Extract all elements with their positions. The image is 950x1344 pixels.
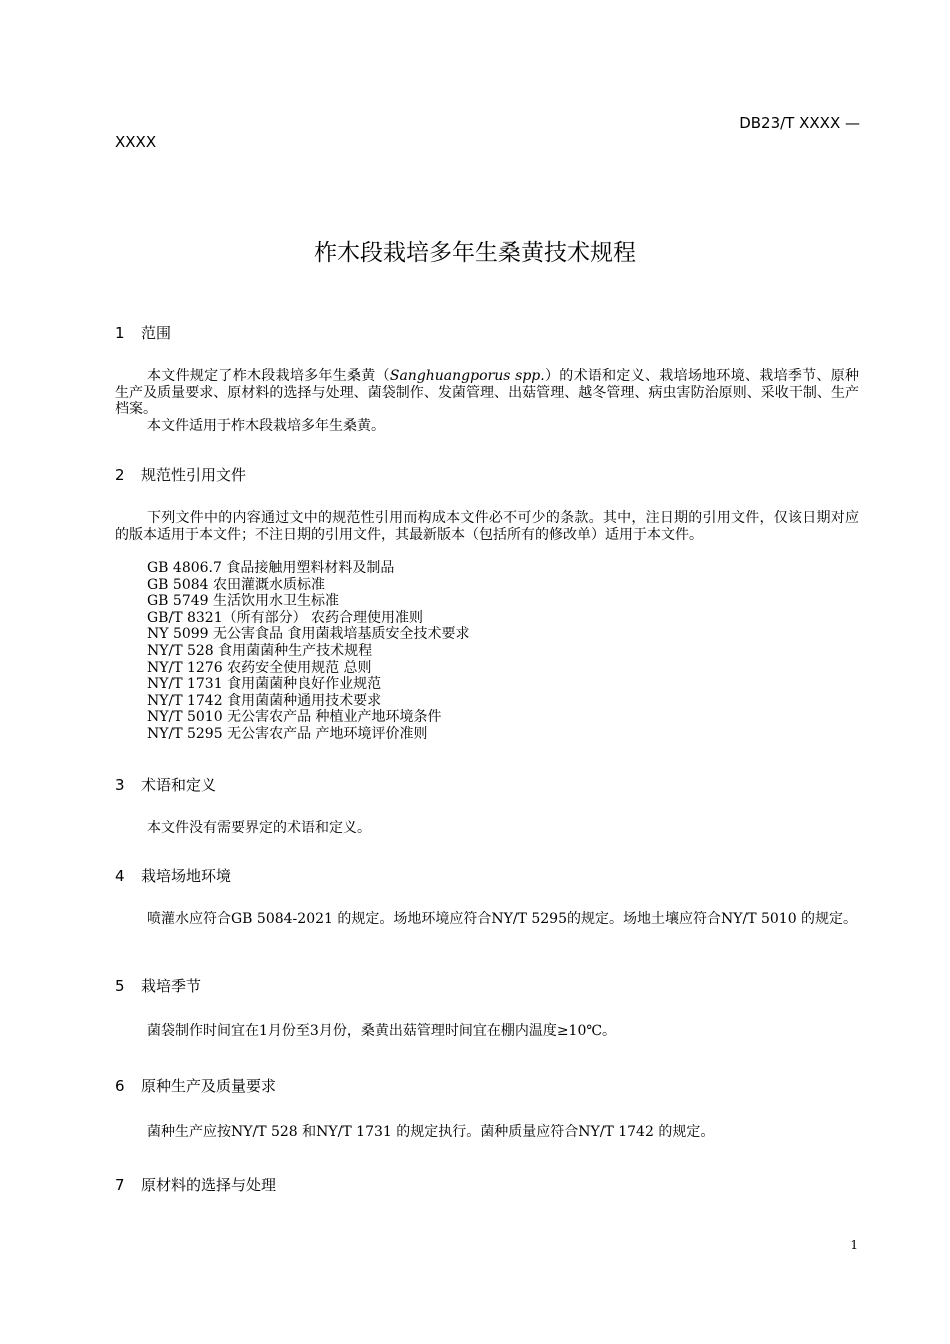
section-title: 范围: [141, 324, 172, 342]
section-title: 原种生产及质量要求: [141, 1077, 277, 1095]
reference-item: NY/T 5010 无公害农产品 种植业产地环境条件: [147, 709, 442, 726]
reference-item: NY/T 5295 无公害农产品 产地环境评价准则: [147, 725, 428, 742]
scope-paragraph: [115, 368, 859, 418]
section-heading-6: [115, 1075, 276, 1096]
reference-item: GB/T 8321（所有部分） 农药合理使用准则: [147, 609, 424, 626]
strain-paragraph: 菌种生产应按NY/T 528 和NY/T 1731 的规定执行。菌种质量应符合NY/T 1742 的规定。: [147, 1124, 715, 1140]
reference-item: GB 4806.7 食品接触用塑料材料及制品: [147, 560, 395, 576]
scope-text-end: ）的术语和定义、栽培场地环境、栽培季节、原种生产及质量要求、原材料的选择与处理、菌袋制作、发菌管理、出菇管理、越冬管理、病虫害防治原则、采收干制、生产档案。: [115, 368, 859, 417]
season-paragraph: 菌袋制作时间宜在1月份至3月份，桑黄出菇管理时间宜在棚内温度≥10℃。: [147, 1023, 617, 1039]
section-heading-7: [115, 1174, 276, 1195]
section-title: 术语和定义: [141, 776, 217, 794]
section-heading-5: [115, 975, 201, 996]
reference-item: NY/T 1276 农药安全使用规范 总则: [147, 659, 372, 676]
reference-item: GB 5749 生活饮用水卫生标准: [147, 593, 340, 610]
reference-item: NY/T 528 食用菌菌种生产技术规程: [147, 642, 373, 659]
section-number: 3: [115, 776, 125, 794]
section-title: 原材料的选择与处理: [141, 1176, 277, 1194]
normative-intro: 下列文件中的内容通过文中的规范性引用而构成本文件必不可少的条款。其中，注日期的引用文件，仅该日期对应的版本适用于本文件；不注日期的引用文件，其最新版本（包括所有的修改单）适用于本文件。: [115, 510, 859, 543]
reference-item: NY/T 1742 食用菌菌种通用技术要求: [147, 692, 382, 709]
section-number: 4: [115, 867, 125, 885]
page-number: 1: [850, 1238, 858, 1252]
reference-item: GB 5084 农田灌溉水质标准: [147, 576, 326, 593]
scope-text-start: 本文件规定了柞木段栽培多年生桑黄（: [147, 368, 390, 384]
document-title: 柞木段栽培多年生桑黄技术规程: [314, 240, 636, 266]
section-number: 1: [115, 324, 125, 342]
scope-applicability: 本文件适用于柞木段栽培多年生桑黄。: [147, 418, 385, 434]
section-heading-1: [115, 322, 171, 343]
section-title: 规范性引用文件: [141, 466, 247, 484]
section-number: 2: [115, 466, 125, 484]
section-number: 7: [115, 1176, 125, 1194]
section-title: 栽培季节: [141, 977, 202, 995]
section-number: 6: [115, 1077, 125, 1095]
section-heading-4: [115, 865, 231, 886]
reference-item: NY/T 1731 食用菌菌种良好作业规范: [147, 676, 382, 693]
standard-code: DB23/T XXXX —: [739, 114, 860, 132]
section-number: 5: [115, 977, 125, 995]
standard-code-continued: XXXX: [115, 133, 157, 151]
section-heading-2: [115, 464, 246, 485]
environment-paragraph: 喷灌水应符合GB 5084-2021 的规定。场地环境应符合NY/T 5295的规定。场地土壤应符合NY/T 5010 的规定。: [147, 911, 858, 927]
latin-name: Sanghuangporus spp.: [389, 368, 545, 384]
reference-list: [147, 560, 469, 743]
section-heading-3: [115, 774, 216, 795]
reference-item: NY 5099 无公害食品 食用菌栽培基质安全技术要求: [147, 626, 470, 643]
section-title: 栽培场地环境: [141, 867, 232, 885]
terms-paragraph: 本文件没有需要界定的术语和定义。: [147, 820, 371, 836]
